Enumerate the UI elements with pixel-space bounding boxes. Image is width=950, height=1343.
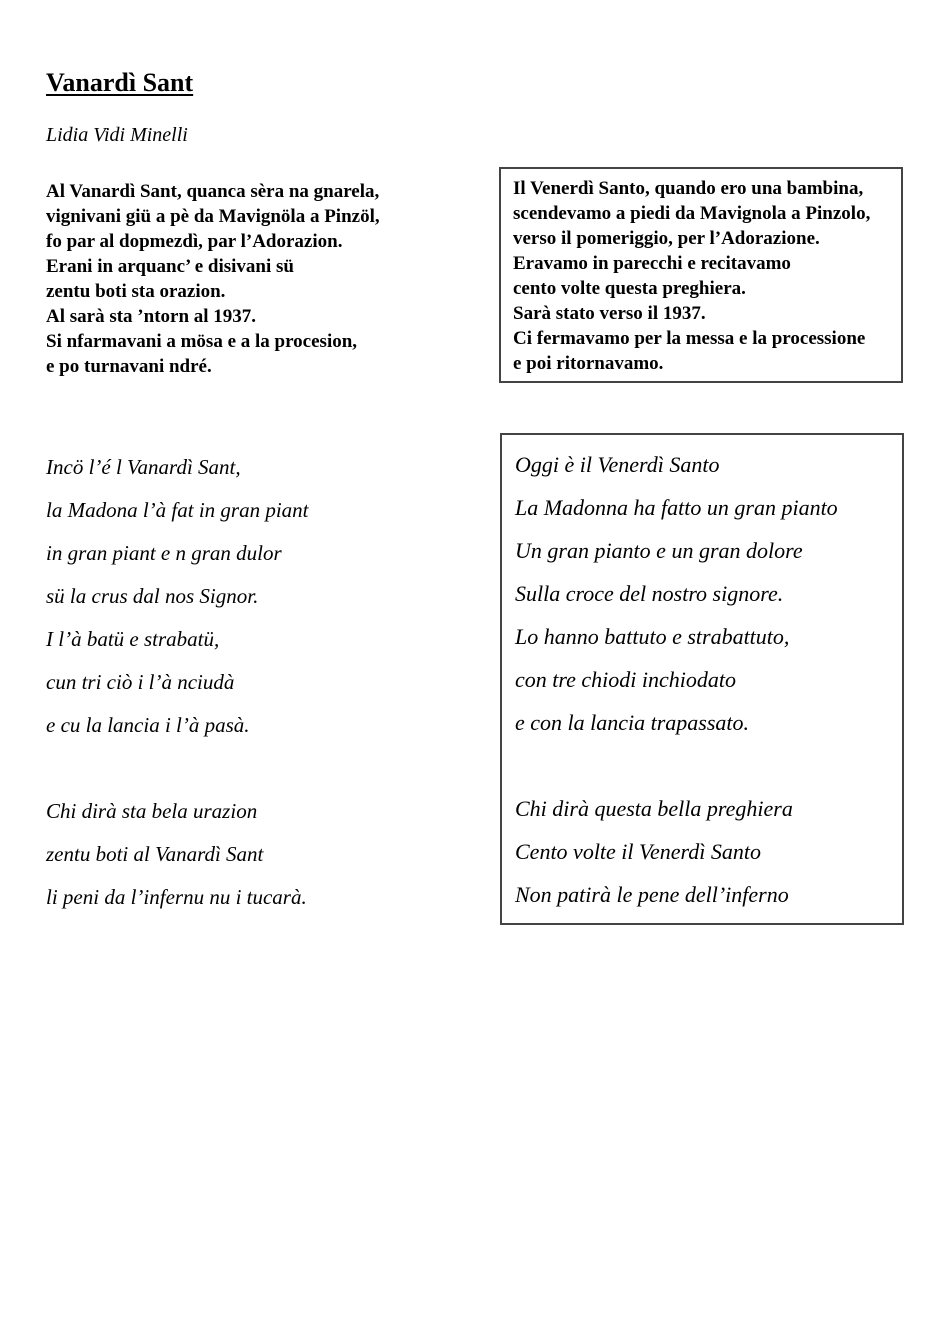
text-line: in gran piant e n gran dulor	[46, 541, 282, 565]
text-line: Oggi è il Venerdì Santo	[515, 452, 720, 477]
text-line: Si nfarmavani a mösa e a la procesion,	[46, 331, 358, 352]
italian-poem-box	[500, 433, 904, 925]
text-line: la Madona l’à fat in gran piant	[46, 498, 309, 522]
text-line: Cento volte il Venerdì Santo	[515, 839, 762, 864]
text-line: I l’à batü e strabatü,	[46, 627, 220, 651]
text-line: fo par al dopmezdì, par l’Adorazion.	[46, 231, 343, 252]
italian-intro-box	[499, 167, 903, 383]
text-line: Chi dirà questa bella preghiera	[515, 796, 793, 821]
italian-poem-stanza-1	[515, 443, 890, 744]
text-line: scendevamo a piedi da Mavignola a Pinzolo,	[513, 203, 871, 224]
text-line: Eravamo in parecchi e recitavamo	[513, 253, 791, 274]
text-line: zentu boti al Vanardì Sant	[46, 842, 264, 866]
dialect-poem-stanza-2	[46, 790, 476, 919]
text-line: Al Vanardì Sant, quanca sèra na gnarela,	[46, 181, 380, 202]
italian-poem-stanza-2	[515, 787, 890, 916]
text-line: Erani in arquanc’ e disivani sü	[46, 256, 294, 277]
text-line: cun tri ciò i l’à nciudà	[46, 670, 235, 694]
stanza-gap	[515, 744, 890, 787]
text-line: La Madonna ha fatto un gran pianto	[515, 495, 838, 520]
text-line: cento volte questa preghiera.	[513, 278, 746, 299]
dialect-poem-stanza-1	[46, 446, 476, 747]
text-line: Incö l’é l Vanardì Sant,	[46, 455, 241, 479]
page-title: Vanardì Sant	[46, 68, 194, 97]
text-line: Sulla croce del nostro signore.	[515, 581, 784, 606]
text-line: Al sarà sta ’ntorn al 1937.	[46, 306, 257, 327]
text-line: Ci fermavamo per la messa e la processione	[513, 328, 866, 349]
text-line: Un gran pianto e un gran dolore	[515, 538, 803, 563]
text-line: e po turnavani ndré.	[46, 356, 212, 377]
text-line: e cu la lancia i l’à pasà.	[46, 713, 250, 737]
text-line: Il Venerdì Santo, quando ero una bambina,	[513, 178, 864, 199]
text-line: sü la crus dal nos Signor.	[46, 584, 259, 608]
dialect-intro-paragraph	[46, 179, 476, 379]
text-line: Chi dirà sta bela urazion	[46, 799, 258, 823]
text-line: Non patirà le pene dell’inferno	[515, 882, 789, 907]
text-line: e poi ritornavamo.	[513, 353, 664, 374]
text-line: con tre chiodi inchiodato	[515, 667, 736, 692]
text-line: e con la lancia trapassato.	[515, 710, 750, 735]
stanza-gap	[46, 747, 476, 790]
author-name: Lidia Vidi Minelli	[46, 124, 188, 146]
text-line: vignivani giü a pè da Mavignöla a Pinzöl,	[46, 206, 380, 227]
text-line: Sarà stato verso il 1937.	[513, 303, 706, 324]
text-line: zentu boti sta orazion.	[46, 281, 226, 302]
text-line: verso il pomeriggio, per l’Adorazione.	[513, 228, 820, 249]
text-line: Lo hanno battuto e strabattuto,	[515, 624, 790, 649]
dialect-poem	[46, 446, 476, 919]
text-line: li peni da l’infernu nu i tucarà.	[46, 885, 307, 909]
